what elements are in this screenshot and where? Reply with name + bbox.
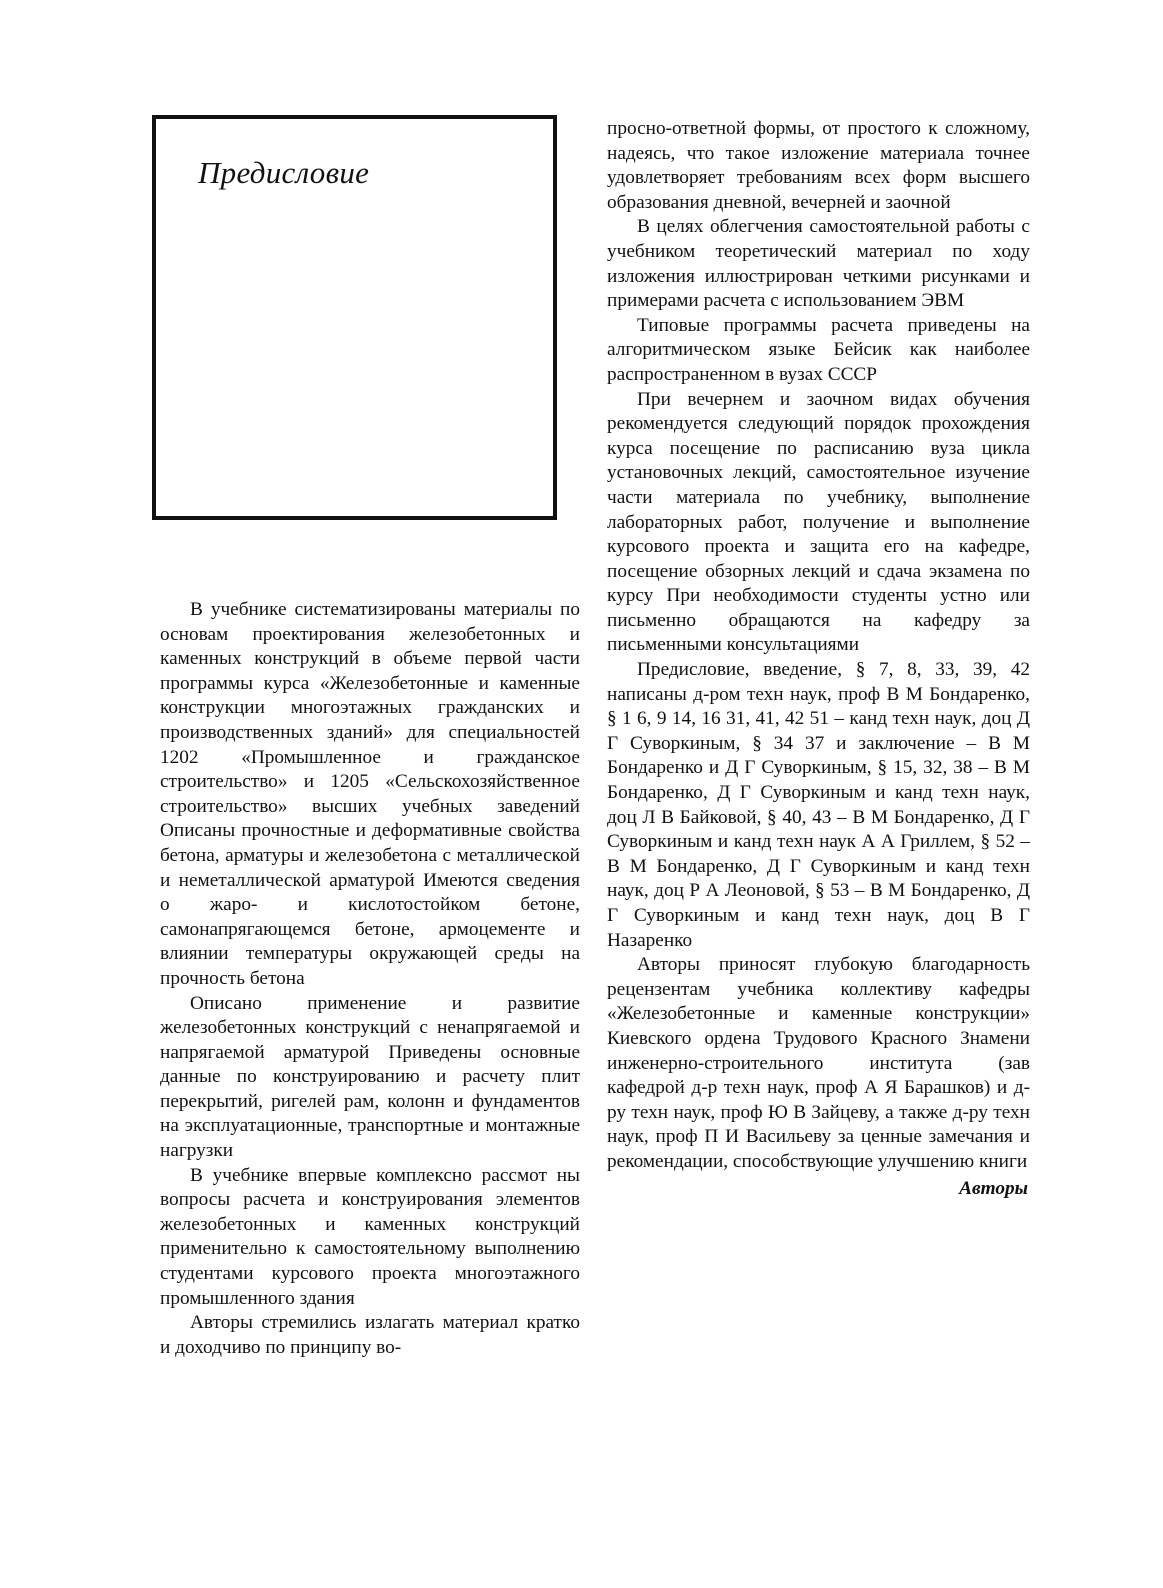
- left-text-column: [160, 598, 580, 1360]
- paragraph: При вечернем и заочном видах обучения рекомендуется следующий порядок прохождения курса посещение по расписанию вуза цикла установочных лекций, самостоятельное изучение части материала по учебнику, выполнение лабораторных работ, получение и выполнение курсового проекта и защита его на кафедре, посещение обзорных лекций и сдача экзамена по курсу При необходимости студенты устно или письменно обращаются на кафедру за письменными консультациями: [607, 388, 1030, 656]
- paragraph: Описано применение и развитие железобетонных конструкций с ненапрягаемой и напрягаемой арматурой Приведены основные данные по конструированию и расчету плит перекрытий, ригелей рам, колонн и фундаментов на эксплуатационные, транспортные и монтажные нагрузки: [160, 992, 580, 1162]
- paragraph: В учебнике впервые комплексно рассмот ны вопросы расчета и конструирования элементов железобетонных и каменных конструкций применительно к самостоятельному выполнению студентами курсового проекта многоэтажного промышленного здания: [160, 1164, 580, 1309]
- title-frame: [152, 115, 557, 520]
- paragraph: В целях облегчения самостоятельной работы с учебником теоретический материал по ходу изложения иллюстрирован четкими рисунками и примерами расчета с использованием ЭВМ: [607, 216, 1030, 312]
- paragraph-acknowledgements: Авторы приносят глубокую благодарность рецензентам учебника коллективу кафедры «Железобетонные и каменные конструкции» Киевского ордена Трудового Красного Знамени инженерно-строительного института (зав кафедрой д-р техн наук, проф А Я Барашков) и д-ру техн наук, проф Ю В Зайцеву, а также д-ру техн наук, проф П И Васильеву за ценные замечания и рекомендации, способствующие улучшению книги: [607, 954, 1030, 1172]
- paragraph: Типовые программы расчета приведены на алгоритмическом языке Бейсик как наиболее распространенном в вузах СССР: [607, 314, 1030, 385]
- paragraph: Авторы стремились излагать материал кратко и доходчиво по принципу во-: [160, 1312, 580, 1358]
- paragraph-continuation: просно-ответной формы, от простого к сложному, надеясь, что такое изложение материала точнее удовлетворяет требованиям всех форм высшего образования дневной, вечерней и заочной: [607, 118, 1030, 213]
- paragraph: В учебнике систематизированы материалы по основам проектирования железобетонных и каменных конструкций в объеме первой части программы курса «Железобетонные и каменные конструкции многоэтажных гражданских и производственных зданий» для специальностей 1202 «Промышленное и гражданское строительство» и 1205 «Сельскохозяйственное строительство» высших учебных заведений Описаны прочностные и деформативные свойства бетона, арматуры и железобетона с металлической и неметаллической арматурой Имеются сведения о жаро- и кислотостойком бетоне, самонапрягающемся бетоне, армоцементе и влиянии температуры окружающей среды на прочность бетона: [160, 599, 580, 989]
- paragraph-authorship: Предисловие, введение, § 7, 8, 33, 39, 42 написаны д-ром техн наук, проф В М Бондаренко, § 1 6, 9 14, 16 31, 41, 42 51 – канд техн наук, доц Д Г Суворкиным, § 34 37 и заключение – В М Бондаренко и Д Г Суворкиным, § 15, 32, 38 – В М Бондаренко, Д Г Суворкиным и канд техн наук, доц Л В Байковой, § 40, 43 – В М Бондаренко, Д Г Суворкиным и канд техн наук А А Гриллем, § 52 – В М Бондаренко, Д Г Суворкиным и канд техн наук, доц Р А Леоновой, § 53 – В М Бондаренко, Д Г Суворкиным и канд техн наук, доц В Г Назаренко: [607, 659, 1030, 951]
- page-title: Предисловие: [198, 155, 370, 190]
- right-text-column: [607, 117, 1030, 1201]
- authors-signature: Авторы: [959, 1177, 1028, 1199]
